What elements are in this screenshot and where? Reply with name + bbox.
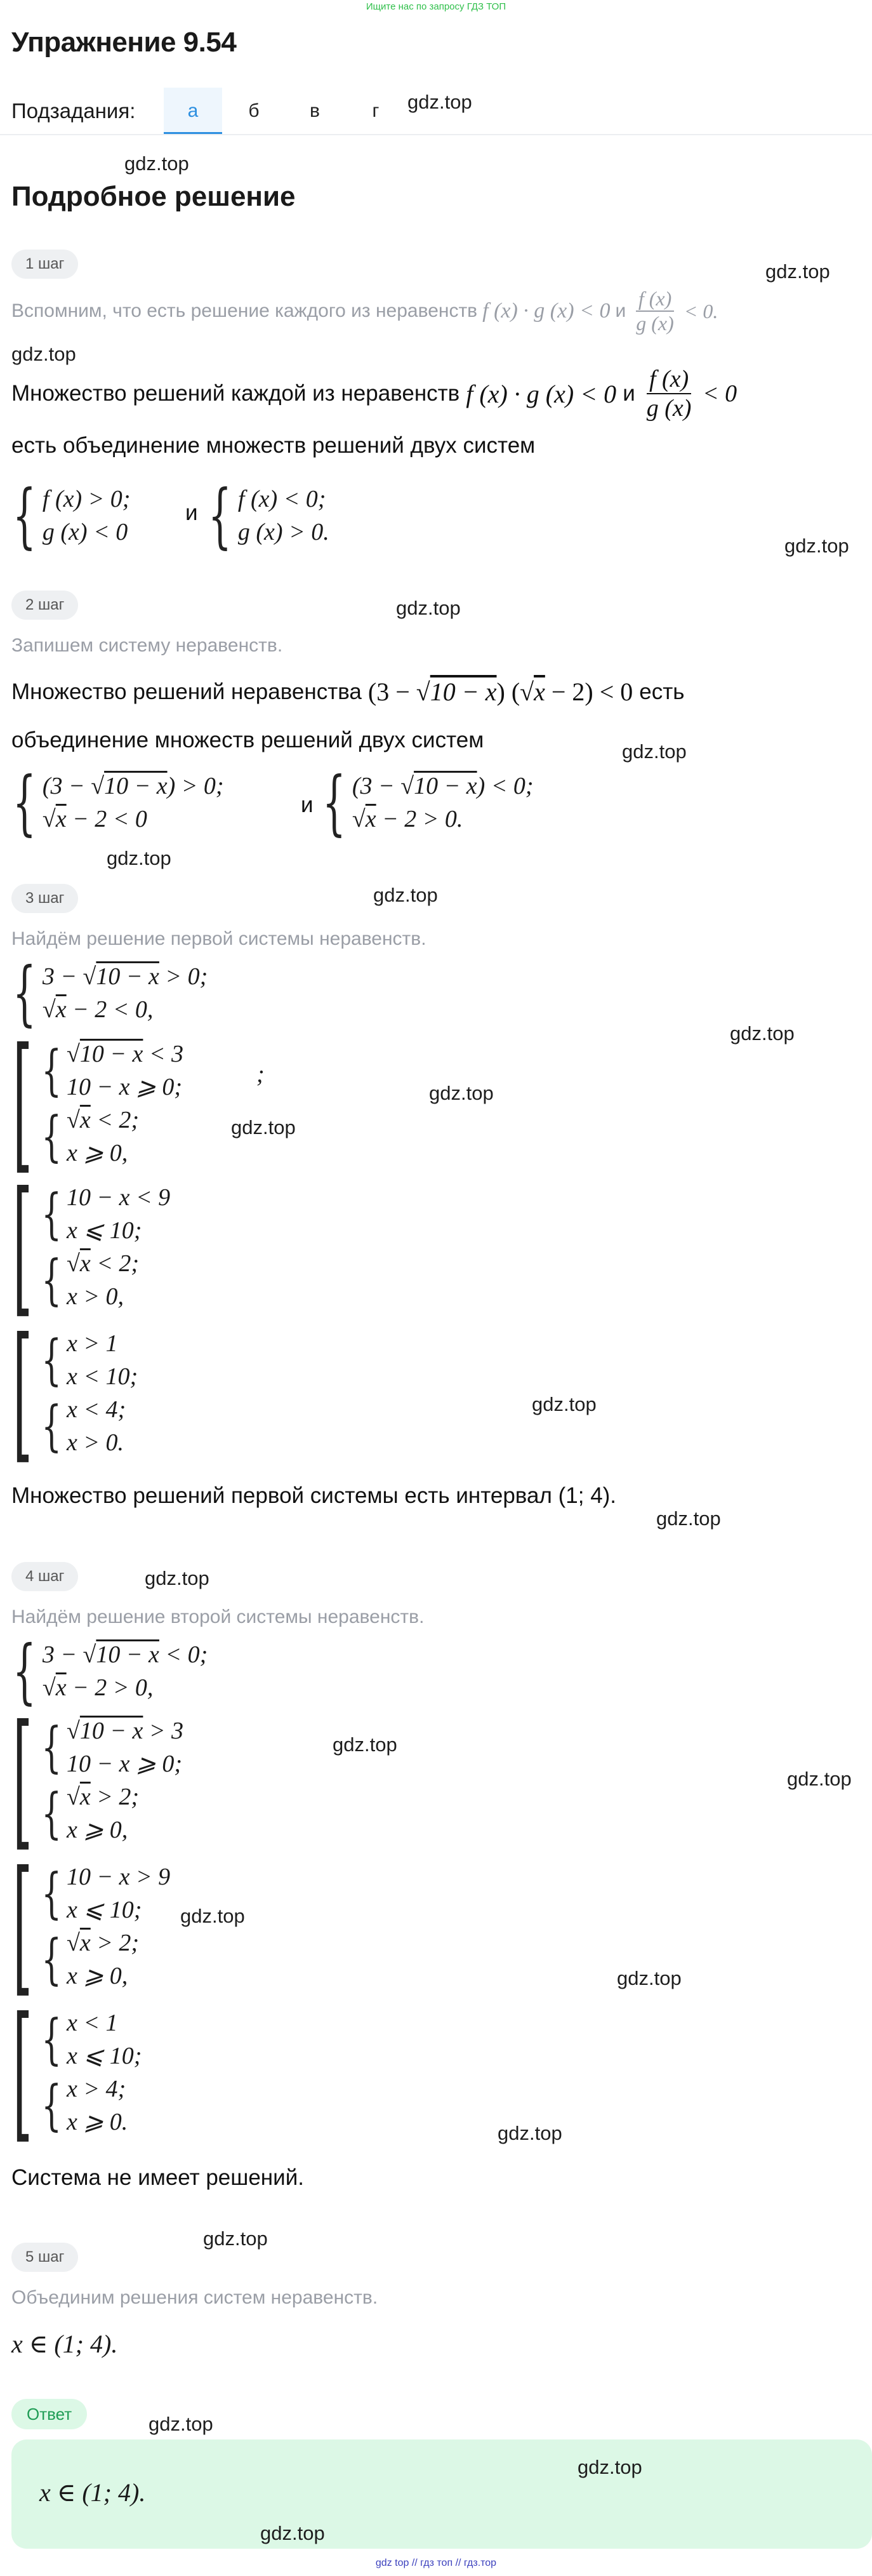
tab-a[interactable]: а <box>164 88 222 135</box>
step2-text2: объединение множеств решений двух систем <box>11 728 484 752</box>
formula-quotient: $\frac{f (x)}{g (x)}$ < 0 <box>646 366 737 422</box>
system-4-2: [ { √10 − x > 3 10 − x ⩾ 0; { √x > 2; x ⩾ 0, <box>13 1693 184 1865</box>
step-badge: 1 шаг <box>11 250 78 279</box>
watermark: gdz.top <box>787 1768 852 1790</box>
step2-text1-suffix: есть <box>639 679 685 704</box>
step2-text1 <box>11 677 685 707</box>
formula-main-inequality: (3 − √10 − x) (√x − 2) < 0 <box>367 677 633 706</box>
and-label: и <box>185 500 198 525</box>
watermark: gdz.top <box>622 740 687 763</box>
system-4-4: [ { x < 1 x ⩽ 10; { x > 4; x ⩾ 0. <box>13 1985 142 2158</box>
subtasks-label: Подзадания: <box>11 99 136 123</box>
system-f-neg: { f (x) < 0; g (x) > 0. <box>208 474 329 557</box>
answer-badge: Ответ <box>11 2399 87 2429</box>
step5-hint: Объединим решения систем неравенств. <box>11 2287 378 2308</box>
watermark: gdz.top <box>333 1733 397 1756</box>
watermark: gdz.top <box>149 2413 213 2435</box>
watermark: gdz.top <box>730 1022 795 1044</box>
step-badge: 4 шаг <box>11 1562 78 1591</box>
step2-text1-prefix: Множество решений неравенства <box>11 679 362 704</box>
step2-hint: Запишем систему неравенств. <box>11 635 283 656</box>
watermark: gdz.top <box>107 847 171 869</box>
watermark: gdz.top <box>617 1967 682 1989</box>
tab-v[interactable]: в <box>310 100 320 121</box>
watermark: gdz.top <box>656 1507 721 1530</box>
step1-hint <box>11 287 718 335</box>
step5-result: x ∈ (1; 4). <box>11 2330 118 2358</box>
formula-quotient: $\frac{f (x)}{g (x)}$ < 0. <box>636 287 718 335</box>
step1-text2: есть объединение множеств решений двух систем <box>11 433 536 458</box>
watermark: gdz.top <box>429 1082 494 1104</box>
section-title: Подробное решение <box>11 181 296 212</box>
watermark: gdz.top <box>784 535 849 557</box>
watermark: gdz.top <box>578 2456 642 2478</box>
step3-conclusion: Множество решений первой системы есть интервал (1; 4). <box>11 1483 617 1508</box>
step-badge: 3 шаг <box>11 884 78 913</box>
page-title: Упражнение 9.54 <box>11 27 237 58</box>
system-3-1: { 3 − √10 − x > 0; √x − 2 < 0, <box>13 952 208 1034</box>
step1-hint-and: и <box>615 300 626 321</box>
formula-product: f (x) · g (x) < 0 <box>466 379 617 408</box>
tabs-divider <box>0 134 872 135</box>
top-banner: Ищите нас по запросу ГДЗ ТОП <box>366 1 506 12</box>
watermark: gdz.top <box>765 260 830 283</box>
watermark: gdz.top <box>203 2227 268 2250</box>
system-2a: { (3 − √10 − x) > 0; √x − 2 < 0 <box>13 761 224 844</box>
step1-text1 <box>11 356 737 432</box>
step4-hint: Найдём решение второй системы неравенств. <box>11 1606 425 1627</box>
tab-b[interactable]: б <box>248 100 260 121</box>
step-badge: 5 шаг <box>11 2243 78 2272</box>
system-3-3: [ { 10 − x < 9 x ⩽ 10; { √x < 2; x > 0, <box>13 1160 171 1332</box>
step1-text1-and: и <box>623 381 635 406</box>
step3-hint: Найдём решение первой системы неравенств. <box>11 928 426 949</box>
watermark: gdz.top <box>180 1905 245 1927</box>
step-badge: 2 шаг <box>11 591 78 620</box>
watermark: gdz.top <box>124 152 189 175</box>
system-4-1: { 3 − √10 − x < 0; √x − 2 > 0, <box>13 1630 208 1712</box>
answer-value: x ∈ (1; 4). <box>39 2478 146 2507</box>
footer-links[interactable]: gdz top // гдз топ // гдз.тор <box>375 2558 497 2568</box>
system-3-4: [ { x > 1 x < 10; { x < 4; x > 0. <box>13 1306 138 1478</box>
watermark: gdz.top <box>11 343 76 365</box>
watermark: gdz.top <box>407 91 472 113</box>
step1-text1-prefix: Множество решений каждой из неравенств <box>11 381 460 406</box>
and-label: и <box>301 792 314 817</box>
system-3-2: [ { √10 − x < 3 10 − x ⩾ 0; { √x < 2; x ⩾ 0, <box>13 1017 184 1189</box>
watermark: gdz.top <box>498 2122 562 2144</box>
watermark: gdz.top <box>532 1393 597 1415</box>
watermark: gdz.top <box>260 2522 325 2544</box>
system-4-3: [ { 10 − x > 9 x ⩽ 10; { √x > 2; x ⩾ 0, <box>13 1839 171 2012</box>
semicolon: ; <box>256 1061 265 1088</box>
system-f-pos: { f (x) > 0; g (x) < 0 <box>13 474 131 557</box>
watermark: gdz.top <box>396 597 461 619</box>
system-2b: { (3 − √10 − x) < 0; √x − 2 > 0. <box>322 761 534 844</box>
step4-conclusion: Система не имеет решений. <box>11 2165 304 2190</box>
watermark: gdz.top <box>373 884 438 906</box>
watermark: gdz.top <box>145 1567 209 1589</box>
tab-g[interactable]: г <box>372 100 380 121</box>
watermark: gdz.top <box>231 1116 296 1138</box>
step1-hint-prefix: Вспомним, что есть решение каждого из неравенств <box>11 300 478 321</box>
formula-product: f (x) · g (x) < 0 <box>482 299 611 323</box>
